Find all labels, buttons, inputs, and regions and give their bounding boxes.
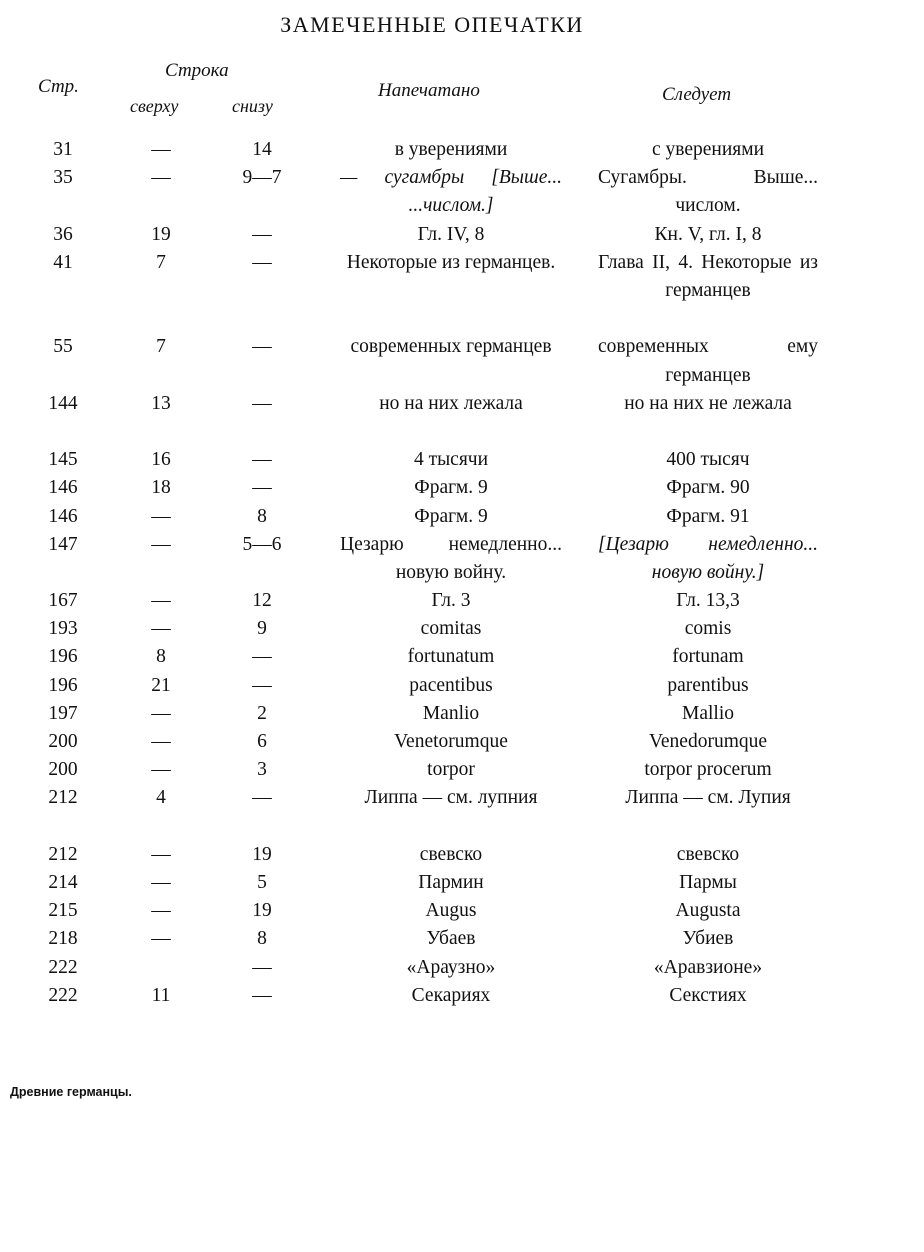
cell-page: 196	[48, 674, 78, 696]
cell-from-top: 19	[151, 223, 171, 245]
cell-printed: Секариях	[411, 984, 491, 1006]
cell-should-be: Фрагм. 91	[666, 505, 750, 527]
cell-from-top: —	[151, 871, 171, 893]
cell-from-bottom: 2	[257, 702, 267, 724]
cell-page: 222	[48, 956, 78, 978]
cell-should-be: torpor procerum	[644, 759, 772, 781]
header-printed: Напечатано	[378, 80, 480, 101]
header-should-be: Следует	[662, 84, 732, 105]
cell-should-be: 400 тысяч	[666, 449, 750, 471]
cell-from-bottom: —	[252, 646, 272, 668]
table-row	[0, 446, 924, 474]
cell-page: 55	[53, 336, 73, 358]
cell-from-top: 7	[156, 251, 166, 273]
cell-printed: Гл. 3	[431, 590, 471, 612]
cell-should-be: Mallio	[682, 702, 734, 724]
cell-page: 214	[48, 871, 78, 893]
cell-from-bottom: —	[252, 251, 272, 273]
cell-page: 222	[48, 984, 78, 1006]
cell-printed: Augus	[425, 900, 477, 922]
table-row	[0, 728, 924, 756]
cell-from-bottom: 6	[257, 731, 267, 753]
cell-from-bottom: 5	[257, 871, 267, 893]
cell-page: 200	[48, 759, 78, 781]
cell-from-bottom: —	[252, 477, 272, 499]
cell-should-be: Фрагм. 90	[666, 477, 750, 499]
cell-should-be: parentibus	[667, 674, 749, 696]
cell-should-be: Кн. V, гл. I, 8	[654, 223, 762, 245]
cell-from-top: —	[151, 843, 171, 865]
cell-from-bottom: 5—6	[242, 533, 282, 555]
cell-page: 218	[48, 928, 78, 950]
cell-page: 145	[48, 449, 78, 471]
cell-printed: pacentibus	[409, 674, 493, 696]
cell-from-bottom: 19	[252, 900, 272, 922]
cell-page: 41	[53, 251, 73, 273]
cell-from-top: —	[151, 533, 171, 555]
cell-from-bottom: —	[252, 956, 272, 978]
cell-page: 212	[48, 843, 78, 865]
cell-printed: современных германцев	[350, 336, 552, 358]
table-row	[0, 982, 924, 1010]
table-row	[0, 672, 924, 700]
header-line: Строка	[165, 60, 229, 81]
header-from-top: сверху	[130, 96, 179, 116]
cell-from-top: 21	[151, 674, 171, 696]
cell-printed: — сугамбры [Выше... ...числом.]	[340, 167, 562, 217]
table-row	[0, 531, 924, 587]
book-title-footer: Древние германцы.	[10, 1085, 132, 1099]
cell-page: 31	[53, 139, 73, 160]
cell-from-top: —	[151, 731, 171, 753]
table-row	[0, 390, 924, 446]
cell-should-be: но на них не лежала	[624, 392, 792, 414]
cell-printed: Manlio	[422, 702, 480, 724]
cell-should-be: Гл. 13,3	[676, 590, 740, 612]
cell-page: 197	[48, 702, 78, 724]
cell-should-be: свевско	[676, 843, 740, 865]
cell-printed: Фрагм. 9	[414, 477, 488, 499]
cell-from-top: 13	[151, 392, 171, 414]
table-row	[0, 897, 924, 925]
page-title: ЗАМЕЧЕННЫЕ ОПЕЧАТКИ	[280, 12, 584, 37]
cell-printed: Убаев	[426, 928, 476, 950]
cell-printed: Фрагм. 9	[414, 505, 488, 527]
cell-printed: «Араузно»	[406, 956, 496, 978]
cell-printed: Некоторые из германцев.	[346, 251, 556, 273]
errata-table	[0, 136, 924, 1010]
cell-from-top: —	[151, 139, 171, 160]
cell-from-bottom: —	[252, 674, 272, 696]
table-row	[0, 474, 924, 502]
table-row	[0, 925, 924, 953]
cell-page: 144	[48, 392, 78, 414]
cell-from-top: —	[151, 505, 171, 527]
cell-page: 147	[48, 533, 78, 555]
cell-should-be: с уверениями	[651, 139, 765, 160]
cell-from-bottom: —	[252, 787, 272, 809]
cell-from-top: —	[151, 167, 171, 189]
cell-should-be: Пармы	[679, 871, 737, 893]
cell-from-bottom: —	[252, 392, 272, 414]
cell-printed: в уверениями	[394, 139, 508, 160]
cell-printed: fortunatum	[407, 646, 495, 668]
cell-from-top: —	[151, 928, 171, 950]
cell-from-bottom: 12	[252, 590, 272, 612]
cell-page: 200	[48, 731, 78, 753]
cell-from-bottom: 9—7	[242, 167, 282, 189]
cell-page: 193	[48, 618, 78, 640]
cell-page: 146	[48, 477, 78, 499]
table-row	[0, 249, 924, 334]
cell-page: 167	[48, 590, 78, 612]
cell-from-top: 8	[156, 646, 166, 668]
cell-should-be: [Цезарю немедленно... новую войну.]	[598, 533, 818, 583]
table-row	[0, 841, 924, 869]
cell-from-bottom: 3	[257, 759, 267, 781]
cell-printed: 4 тысячи	[413, 449, 489, 471]
cell-should-be: Augusta	[675, 900, 741, 922]
cell-printed: свевско	[419, 843, 483, 865]
cell-from-top: 16	[151, 449, 171, 471]
cell-from-top: —	[151, 900, 171, 922]
cell-from-top: 18	[151, 477, 171, 499]
cell-should-be: fortunam	[672, 646, 744, 668]
table-row	[0, 784, 924, 840]
cell-should-be: современных ему германцев	[598, 336, 818, 386]
cell-should-be: comis	[684, 618, 732, 640]
table-row	[0, 869, 924, 897]
cell-should-be: Липпа — см. Лупия	[625, 787, 791, 809]
table-row	[0, 954, 924, 982]
header-from-bottom: снизу	[232, 96, 273, 116]
cell-from-bottom: 9	[257, 618, 267, 640]
cell-should-be: Venedorumque	[648, 731, 768, 753]
table-row	[0, 503, 924, 531]
cell-printed: Цезарю немедленно... новую войну.	[340, 533, 562, 583]
header-page: Стр.	[38, 76, 79, 97]
table-row	[0, 333, 924, 389]
cell-from-bottom: —	[252, 223, 272, 245]
cell-page: 36	[53, 223, 73, 245]
cell-page: 215	[48, 900, 78, 922]
cell-from-bottom: 14	[252, 139, 272, 160]
cell-printed: comitas	[420, 618, 482, 640]
cell-from-bottom: 19	[252, 843, 272, 865]
cell-from-bottom: —	[252, 336, 272, 358]
cell-from-bottom: 8	[257, 928, 267, 950]
table-row	[0, 615, 924, 643]
table-row	[0, 221, 924, 249]
cell-from-top: 4	[156, 787, 166, 809]
cell-printed: Пармин	[418, 871, 484, 893]
cell-printed: Гл. IV, 8	[417, 223, 485, 245]
cell-should-be: Глава II, 4. Некоторые из германцев	[598, 251, 818, 301]
table-row	[0, 164, 924, 220]
cell-page: 212	[48, 787, 78, 809]
cell-printed: но на них лежала	[379, 392, 523, 414]
cell-from-bottom: —	[252, 449, 272, 471]
cell-from-top: 11	[151, 984, 171, 1006]
cell-from-bottom: —	[252, 984, 272, 1006]
cell-from-top: —	[151, 590, 171, 612]
cell-page: 146	[48, 505, 78, 527]
cell-printed: torpor	[427, 759, 475, 781]
cell-from-top: —	[151, 702, 171, 724]
cell-from-top: —	[151, 759, 171, 781]
table-row	[0, 700, 924, 728]
table-row	[0, 136, 924, 164]
cell-page: 196	[48, 646, 78, 668]
cell-page: 35	[53, 167, 73, 189]
cell-should-be: Секстиях	[669, 984, 747, 1006]
cell-printed: Venetorumque	[394, 731, 508, 753]
cell-should-be: «Аравзионе»	[653, 956, 763, 978]
cell-from-top: 7	[156, 336, 166, 358]
table-row	[0, 587, 924, 615]
cell-should-be: Сугамбры. Выше... числом.	[598, 167, 818, 217]
cell-from-bottom: 8	[257, 505, 267, 527]
table-row	[0, 756, 924, 784]
cell-printed: Липпа — см. лупния	[364, 787, 538, 809]
table-row	[0, 643, 924, 671]
cell-should-be: Убиев	[682, 928, 734, 950]
cell-from-top: —	[151, 618, 171, 640]
